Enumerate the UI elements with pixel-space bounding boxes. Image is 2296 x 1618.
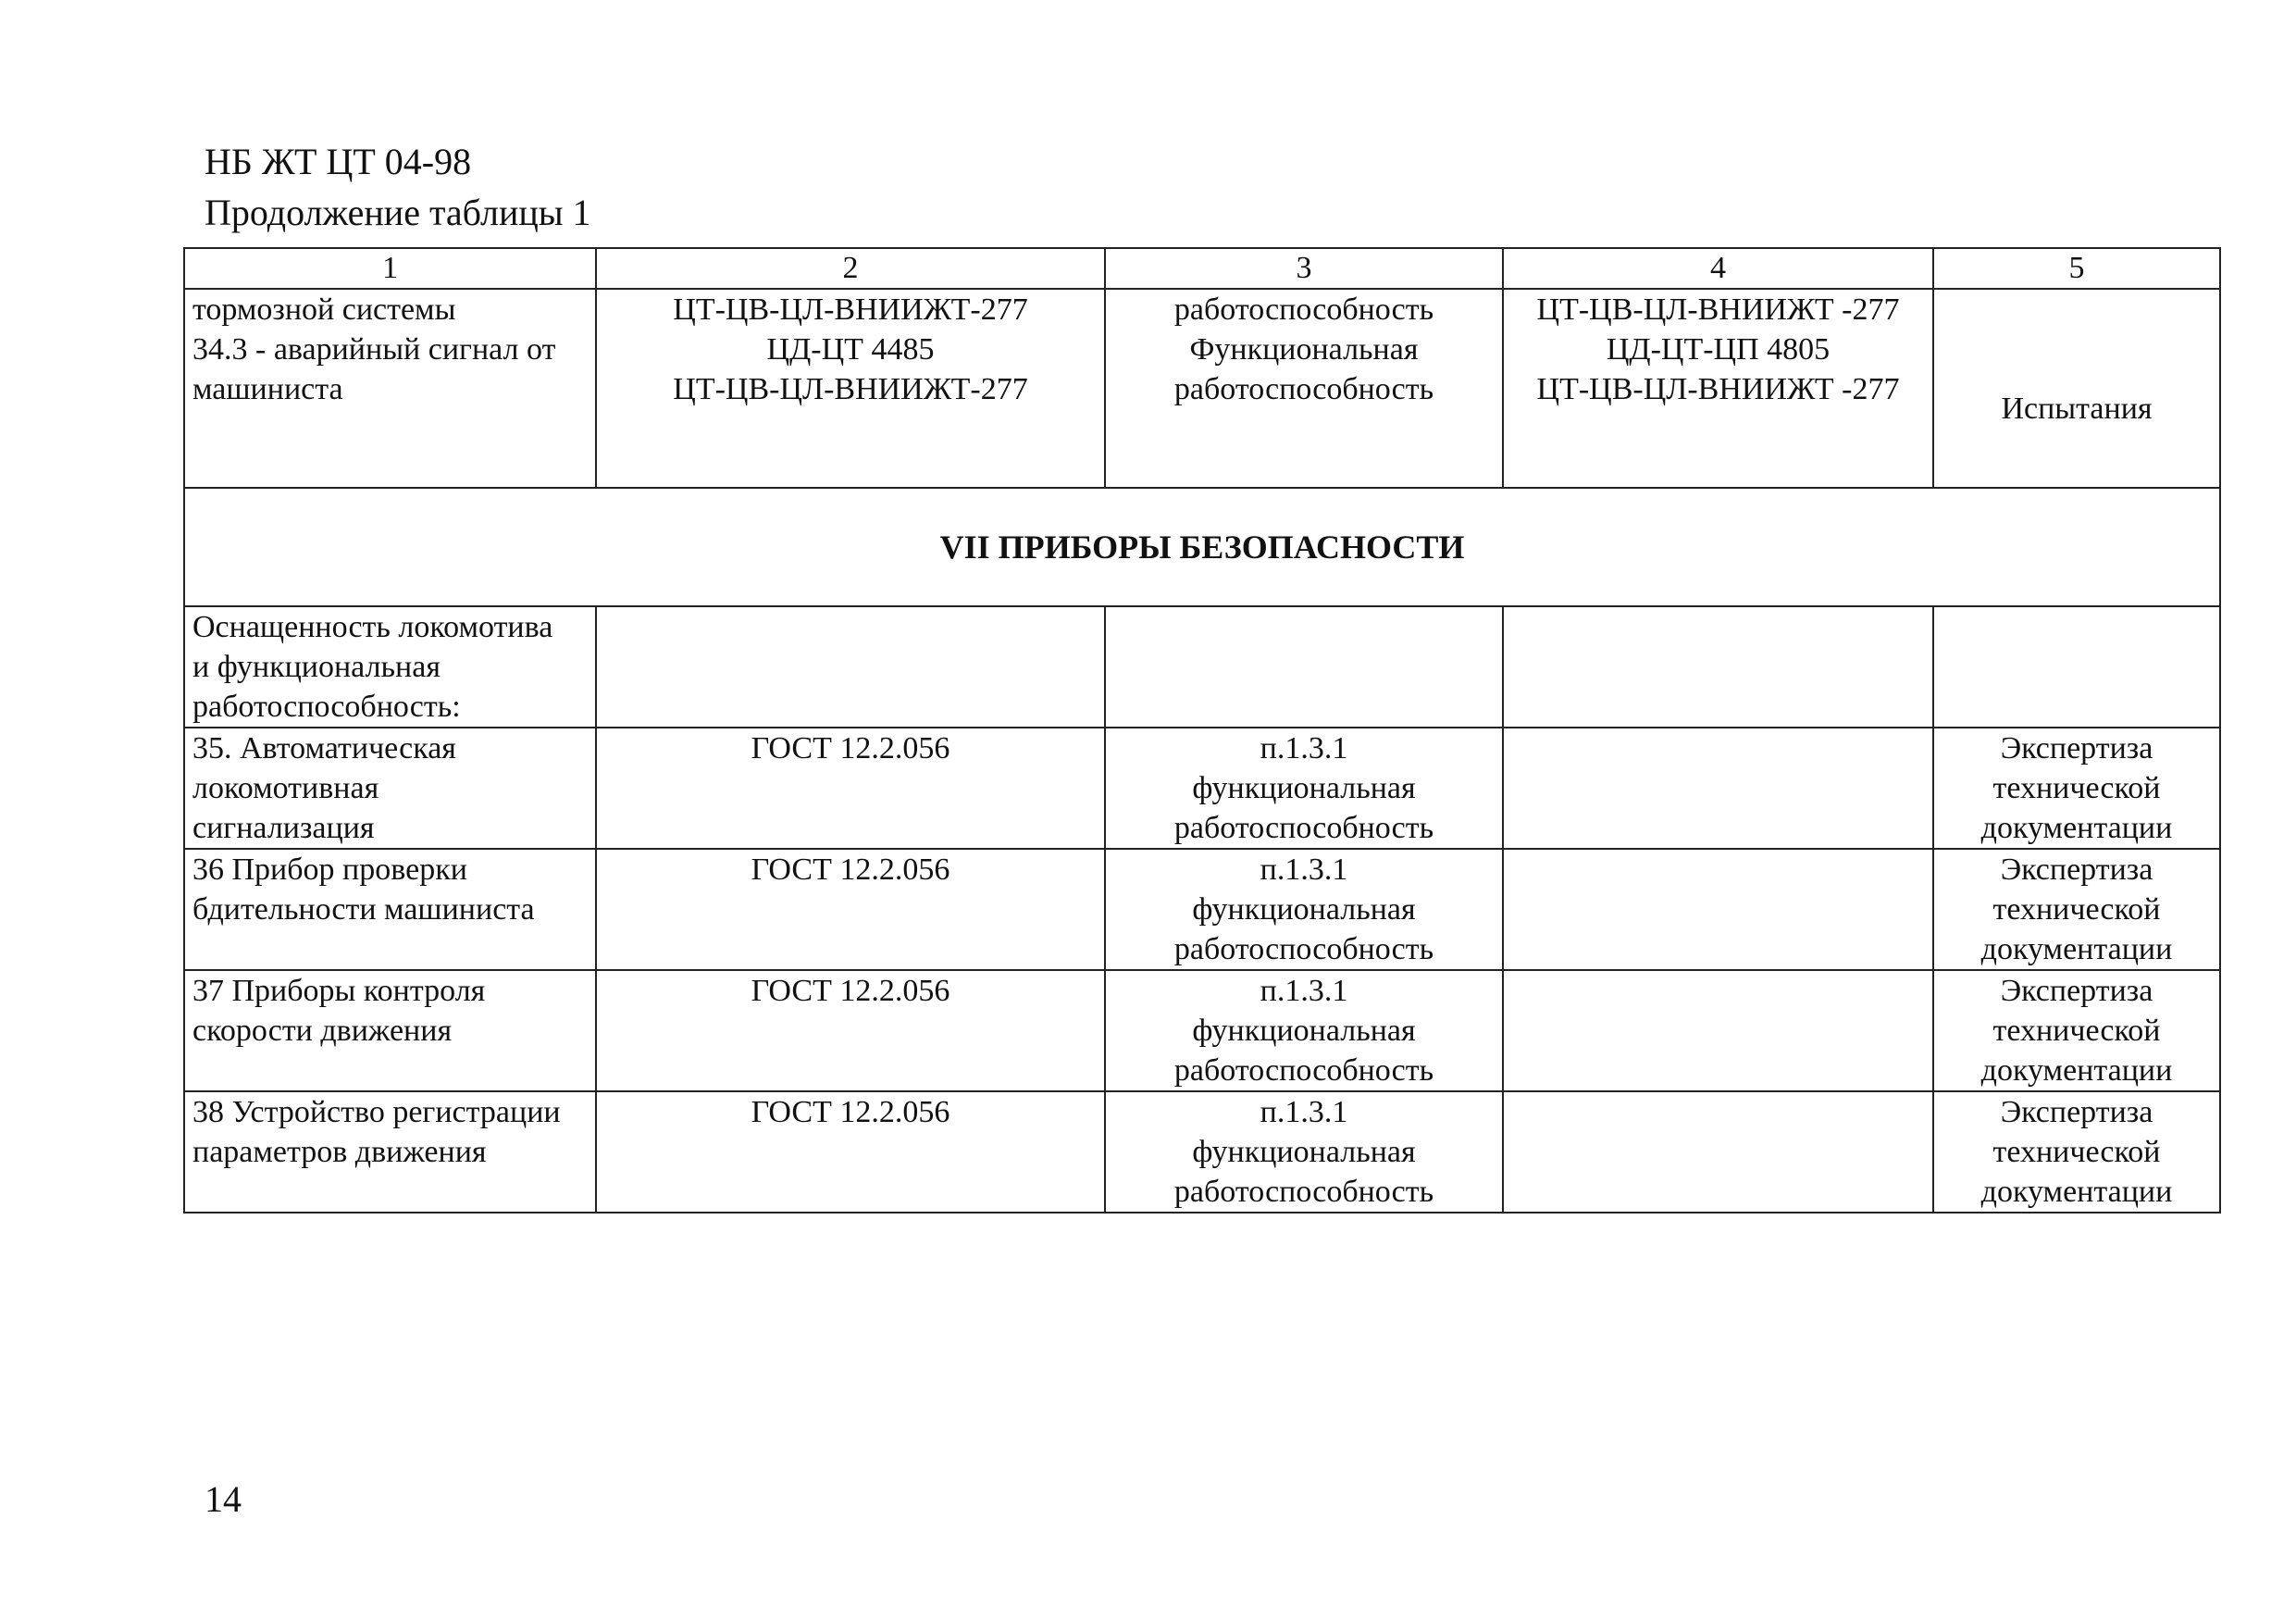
table-row — [184, 849, 2220, 970]
cell-empty — [1933, 606, 2220, 728]
cell-line: работоспособность: — [192, 690, 461, 724]
cell-method-document — [1503, 728, 1933, 849]
cell-line: сигнализация — [192, 811, 375, 845]
cell-line: работоспособность — [1173, 372, 1434, 406]
table-row — [184, 1091, 2220, 1213]
cell-line: Экспертиза — [2000, 1095, 2153, 1129]
cell-document: ГОСТ 12.2.056 — [596, 1091, 1105, 1213]
cell-line: Экспертиза — [2000, 853, 2153, 887]
cell-line: ЦД-ЦТ 4485 — [766, 332, 935, 367]
cell-line: документации — [1980, 1053, 2173, 1088]
cell-method: Испытания — [1933, 289, 2220, 488]
cell-line: 38 Устройство регистрации — [192, 1095, 561, 1129]
section-title: VII ПРИБОРЫ БЕЗОПАСНОСТИ — [184, 488, 2220, 606]
cell-document: ГОСТ 12.2.056 — [596, 849, 1105, 970]
cell-item — [184, 728, 596, 849]
cell-method — [1933, 1091, 2220, 1213]
cell-requirement — [1105, 1091, 1503, 1213]
cell-method — [1933, 728, 2220, 849]
cell-line: ЦТ-ЦВ-ЦЛ-ВНИИЖТ -277 — [1536, 292, 1900, 327]
cell-line: документации — [1980, 932, 2173, 966]
cell-line: тормозной системы — [192, 292, 456, 327]
column-number: 1 — [184, 248, 596, 289]
cell-requirement — [1105, 970, 1503, 1091]
table-caption: Продолжение таблицы 1 — [205, 192, 591, 233]
table-row — [184, 728, 2220, 849]
section-row — [184, 488, 2220, 606]
cell-line: Экспертиза — [2000, 731, 2153, 765]
cell-method-document — [1503, 289, 1933, 488]
cell-line: 35. Автоматическая — [192, 731, 456, 765]
cell-line: работоспособность — [1173, 932, 1434, 966]
cell-method — [1933, 970, 2220, 1091]
column-number: 2 — [596, 248, 1105, 289]
cell-line: Оснащенность локомотива — [192, 610, 553, 644]
cell-requirement — [1105, 849, 1503, 970]
cell-method — [1933, 849, 2220, 970]
cell-line: функциональная — [1192, 1135, 1416, 1169]
cell-line: технической — [1992, 771, 2161, 805]
cell-line: Экспертиза — [2000, 974, 2153, 1008]
cell-line: п.1.3.1 — [1260, 731, 1348, 765]
cell-item — [184, 849, 596, 970]
table-row — [184, 970, 2220, 1091]
cell-requirement — [1105, 728, 1503, 849]
cell-line: скорости движения — [192, 1014, 453, 1048]
cell-line: п.1.3.1 — [1260, 853, 1348, 887]
column-number: 4 — [1503, 248, 1933, 289]
cell-line: локомотивная — [192, 771, 379, 805]
cell-line: технической — [1992, 1135, 2161, 1169]
cell-line: документации — [1980, 1175, 2173, 1209]
cell-item — [184, 606, 596, 728]
column-number: 5 — [1933, 248, 2220, 289]
cell-item — [184, 970, 596, 1091]
cell-line: ЦТ-ЦВ-ЦЛ-ВНИИЖТ -277 — [1536, 372, 1900, 406]
cell-document: ГОСТ 12.2.056 — [596, 728, 1105, 849]
cell-line: работоспособность — [1173, 292, 1434, 327]
cell-line: работоспособность — [1173, 1053, 1434, 1088]
column-number: 3 — [1105, 248, 1503, 289]
cell-document: ГОСТ 12.2.056 — [596, 970, 1105, 1091]
column-number-row — [184, 248, 2220, 289]
cell-method-document — [1503, 849, 1933, 970]
cell-item — [184, 289, 596, 488]
cell-empty — [1503, 606, 1933, 728]
cell-method-document — [1503, 970, 1933, 1091]
cell-line: п.1.3.1 — [1260, 974, 1348, 1008]
cell-line: функциональная — [1192, 1014, 1416, 1048]
cell-line: функциональная — [1192, 771, 1416, 805]
cell-line: документации — [1980, 811, 2173, 845]
cell-line: параметров движения — [192, 1135, 487, 1169]
cell-line: и функциональная — [192, 650, 441, 684]
cell-line: п.1.3.1 — [1260, 1095, 1348, 1129]
cell-line: ЦТ-ЦВ-ЦЛ-ВНИИЖТ-277 — [673, 292, 1028, 327]
cell-line: 37 Приборы контроля — [192, 974, 486, 1008]
page-number: 14 — [205, 1478, 242, 1520]
cell-line: ЦД-ЦТ-ЦП 4805 — [1606, 332, 1831, 367]
cell-line: технической — [1992, 892, 2161, 927]
table-row — [184, 289, 2220, 488]
cell-line: 34.3 - аварийный сигнал от — [192, 332, 556, 367]
document-code: НБ ЖТ ЦТ 04-98 — [205, 141, 472, 182]
cell-line: 36 Прибор проверки — [192, 853, 467, 887]
cell-line: работоспособность — [1173, 811, 1434, 845]
cell-line: работоспособность — [1173, 1175, 1434, 1209]
cell-item — [184, 1091, 596, 1213]
cell-method-document — [1503, 1091, 1933, 1213]
cell-empty — [1105, 606, 1503, 728]
cell-requirement — [1105, 289, 1503, 488]
table-row — [184, 606, 2220, 728]
cell-document — [596, 289, 1105, 488]
cell-line: ЦТ-ЦВ-ЦЛ-ВНИИЖТ-277 — [673, 372, 1028, 406]
cell-line: Функциональная — [1189, 332, 1419, 367]
requirements-table — [183, 247, 2221, 1214]
cell-line: машиниста — [192, 372, 343, 406]
cell-line: бдительности машиниста — [192, 892, 535, 927]
cell-line: технической — [1992, 1014, 2161, 1048]
cell-line: функциональная — [1192, 892, 1416, 927]
cell-empty — [596, 606, 1105, 728]
